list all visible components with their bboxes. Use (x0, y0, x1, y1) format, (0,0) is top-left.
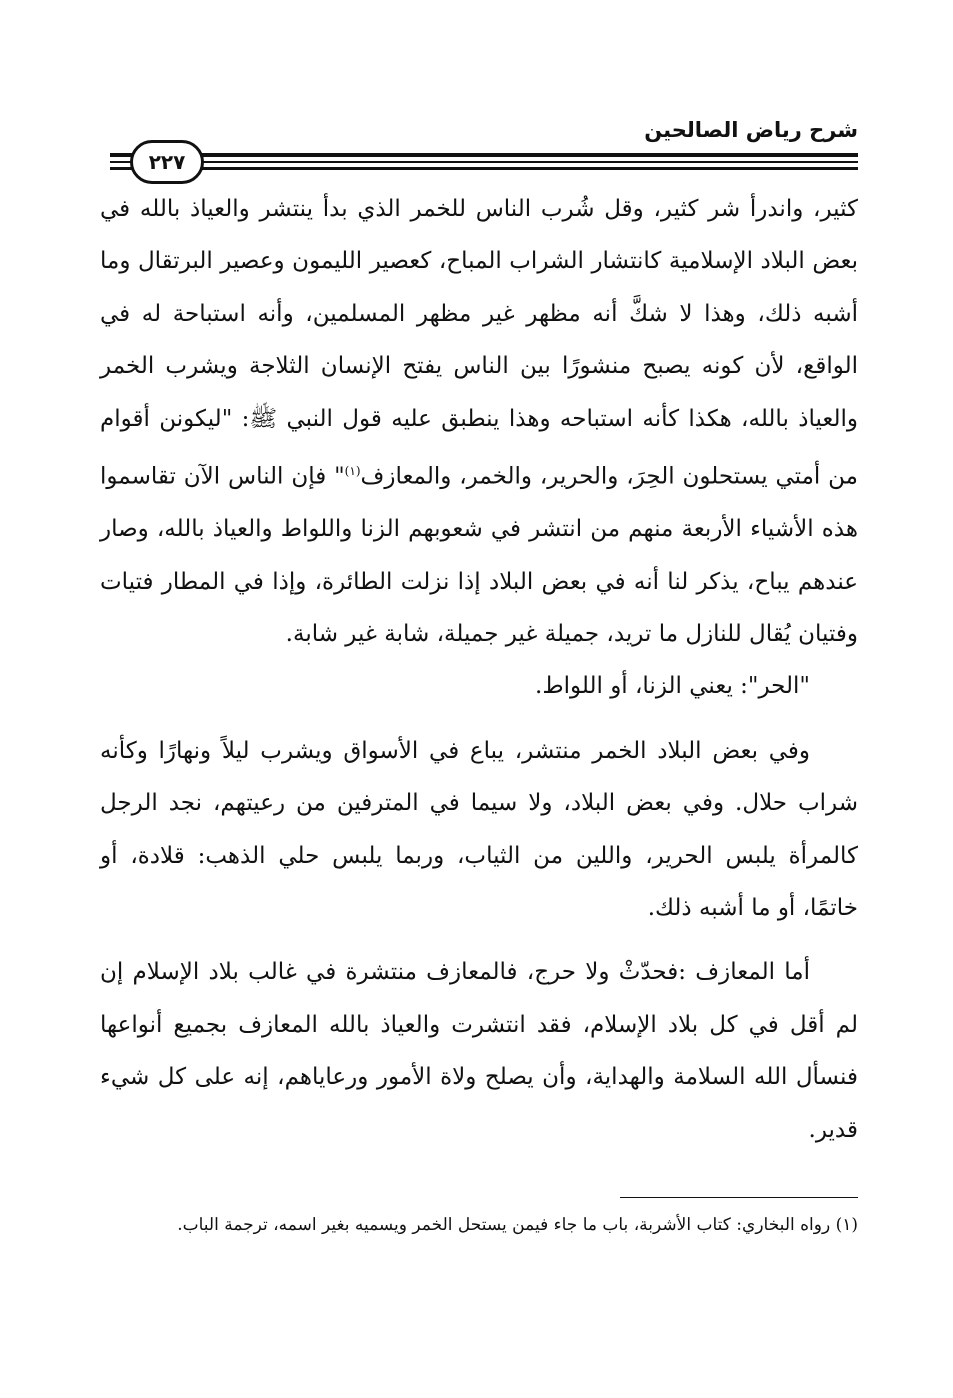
running-title: شرح رياض الصالحين (644, 118, 858, 142)
page-header (100, 108, 858, 178)
paragraph: "الحر": يعني الزنا، أو اللواط. (535, 673, 810, 700)
footnote-reference: (١) (344, 464, 361, 479)
page-number-badge (130, 140, 204, 184)
header-rule (110, 167, 858, 170)
paragraph-text: كثير، واندرأ شر كثير، وقل شُرب الناس للخمر الذي بدأ ينتشر والعياذ بالله في بعض البلاد الإسلامية كانتشار الشراب المباح، كعصير الليمون وعصير البرتقال وما أشبه ذلك، وهذا لا شكَّ أنه مظهر غير مظهر المسلمين، وأنه استباحة له في الواقع، لأن كونه يصبح منشورًا بين الناس يفتح الإنسان الثلاجة ويشرب الخمر والعياذ بالله، هكذا كأنه استباحه وهذا ينطبق عليه قول النبي ﷺ: "ليكونن أقوام من أمتي يستحلون الحِرَ، والحرير، والخمر، والمعازف (100, 196, 859, 490)
paragraph: أما المعازف :فحدّثْ ولا حرج، فالمعازف منتشرة في غالب بلاد الإسلام إن لم أقل في كل بلاد الإسلام، فقد انتشرت والعياذ بالله المعازف بجميع أنواعها فنسأل الله السلامة والهداية، وأن يصلح ولاة الأمور ورعاياهم، إنه على كل شيء قدير. (100, 959, 858, 1143)
header-rule (110, 153, 858, 157)
main-text (100, 183, 858, 1156)
paragraph: وفي بعض البلاد الخمر منتشر، يباع في الأسواق ويشرب ليلاً ونهارًا وكأنه شراب حلال. وفي بعض البلاد، ولا سيما في المترفين من رعيتهم، نجد الرجل كالمرأة يلبس الحرير، واللين من الثياب، وربما يلبس حلي الذهب: قلادة، أو خاتمًا، أو ما أشبه ذلك. (100, 737, 858, 921)
paragraph-text: " فإن الناس الآن تقاسموا هذه الأشياء الأربعة منهم من انتشر في شعوبهم الزنا واللواط والعياذ بالله، وصار عندهم يباح، يذكر لنا أنه في بعض البلاد إذا نزلت الطائرة، وإذا في المطار فتيات وفتيان يُقال للنازل ما تريد، جميلة غير جميلة، شابة غير شابة. (100, 463, 858, 647)
footnote-separator (620, 1197, 858, 1198)
page-number: ٢٢٧ (148, 150, 186, 174)
paragraph (100, 183, 858, 660)
footnote: (١) رواه البخاري: كتاب الأشربة، باب ما جاء فيمن يستحل الخمر ويسميه بغير اسمه، ترجمة الباب. (177, 1215, 858, 1235)
header-rule (110, 161, 858, 163)
